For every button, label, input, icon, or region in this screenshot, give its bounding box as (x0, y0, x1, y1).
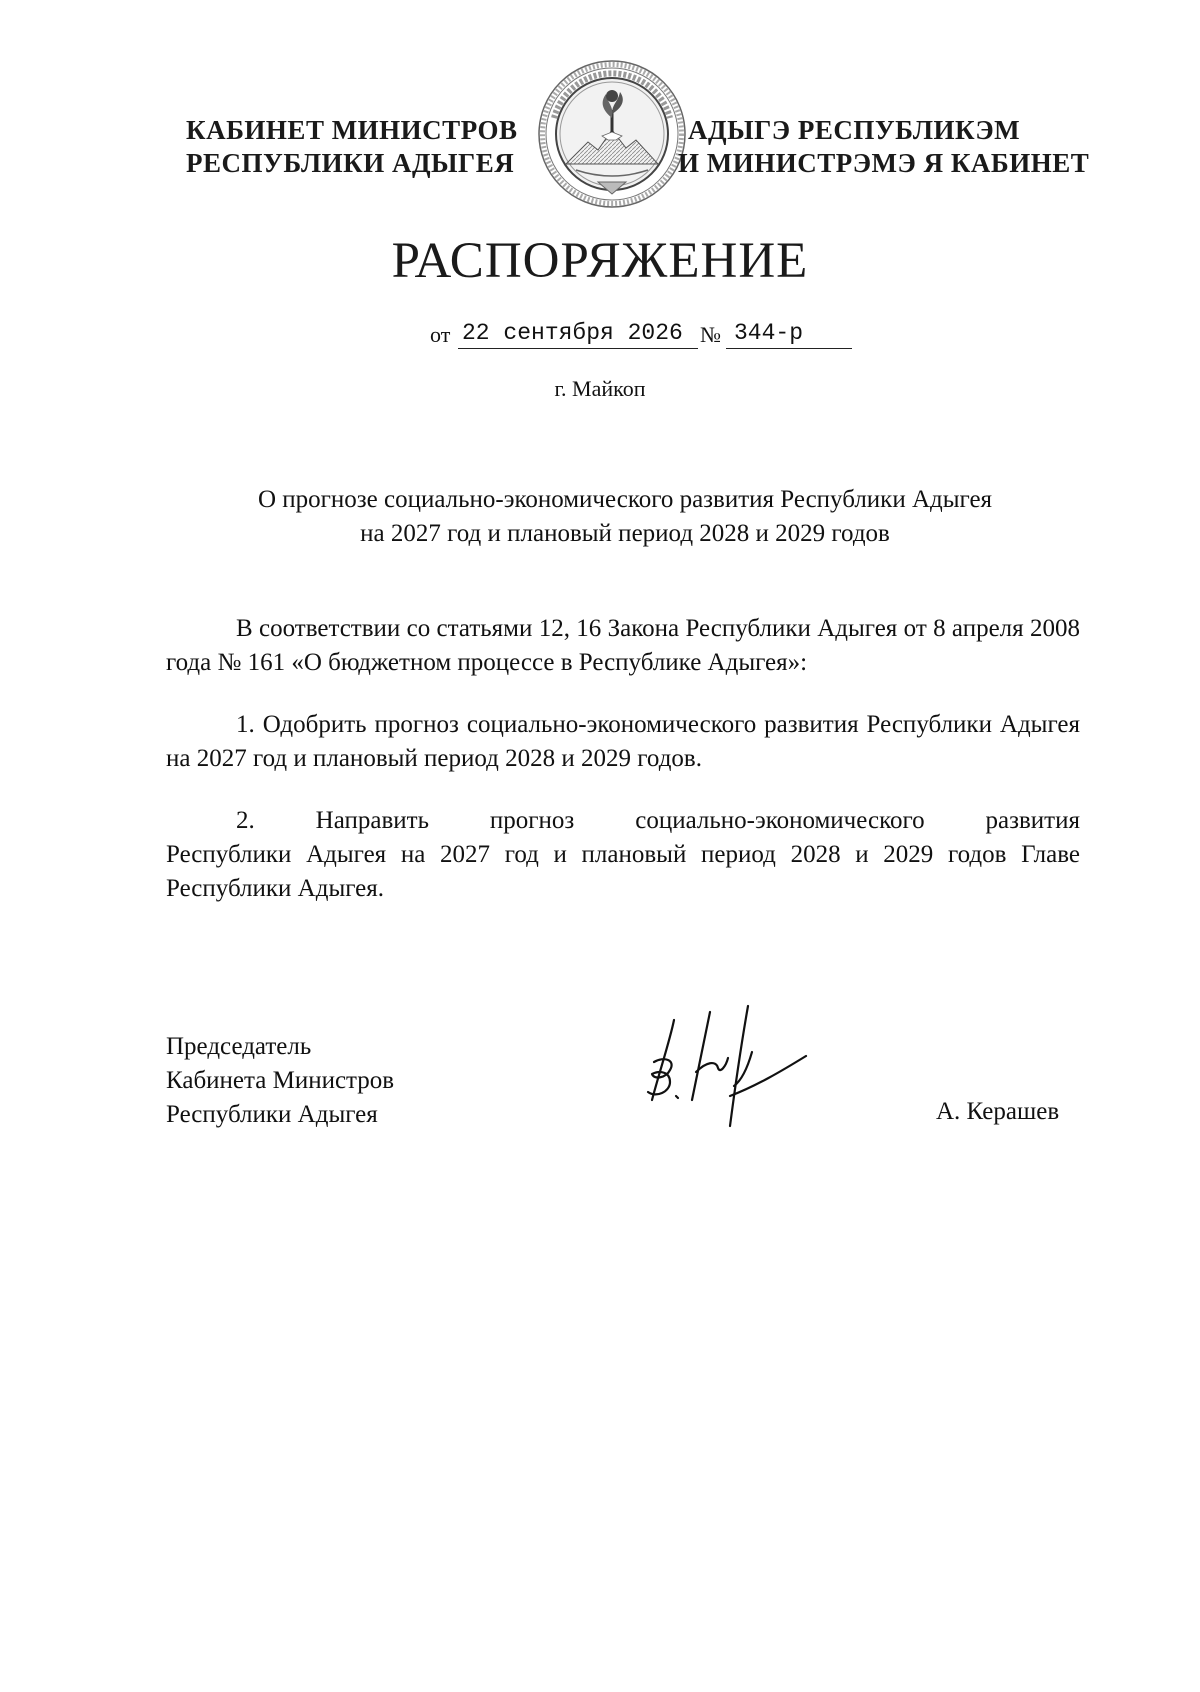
header-right (678, 114, 1090, 180)
document-date: 22 сентября 2026 (462, 320, 683, 346)
city: г. Майкоп (554, 376, 646, 401)
signer-position-line2: Кабинета Министров (166, 1067, 395, 1094)
title-line2: на 2027 год и плановый период 2028 и 2029 годов (360, 520, 890, 547)
number-sign: № (700, 322, 721, 347)
header-left-line2: РЕСПУБЛИКИ АДЫГЕЯ (186, 148, 515, 178)
item-2-word: 2. (236, 807, 255, 834)
item-1-paragraph: 1. Одобрить прогноз социально-экономического развития Республики Адыгея на 2027 год и плановый период 2028 и 2029 годов. (166, 711, 1080, 772)
republic-emblem-icon (536, 58, 688, 210)
header-left-line1: КАБИНЕТ МИНИСТРОВ (186, 115, 518, 145)
item-2-paragraph (166, 804, 1080, 906)
document-number: 344-р (734, 320, 804, 346)
signer-name: А. Керашев (936, 1098, 1060, 1125)
signer-position-line3: Республики Адыгея (166, 1101, 378, 1128)
header-right-line1: АДЫГЭ РЕСПУБЛИКЭМ (688, 115, 1021, 145)
signer-position (166, 1030, 394, 1132)
document-type: РАСПОРЯЖЕНИЕ (391, 233, 809, 289)
handwritten-signature-icon (630, 1000, 820, 1130)
number-underline (726, 348, 852, 349)
date-underline (458, 348, 698, 349)
document-title (0, 483, 1200, 551)
item-2-word: Направить (315, 807, 429, 834)
item-2-word: социально-экономического (635, 807, 925, 834)
preamble-paragraph: В соответствии со статьями 12, 16 Закона Республики Адыгея от 8 апреля 2008 года № 161 «О бюджетном процессе в Республике Адыгея»: (166, 615, 1080, 676)
item-2-word: прогноз (489, 807, 575, 834)
signer-position-line1: Председатель (166, 1033, 312, 1060)
header-right-line2: И МИНИСТРЭМЭ Я КАБИНЕТ (678, 148, 1090, 178)
date-prefix: от (430, 322, 451, 347)
item-2-first-line (166, 804, 1080, 838)
header-left (186, 114, 518, 180)
item-2-word: развития (985, 807, 1080, 834)
title-line1: О прогнозе социально-экономического развития Республики Адыгея (257, 486, 993, 513)
item-2-rest: Республики Адыгея на 2027 год и плановый период 2028 и 2029 годов Главе Республики Адыгея. (166, 841, 1080, 902)
